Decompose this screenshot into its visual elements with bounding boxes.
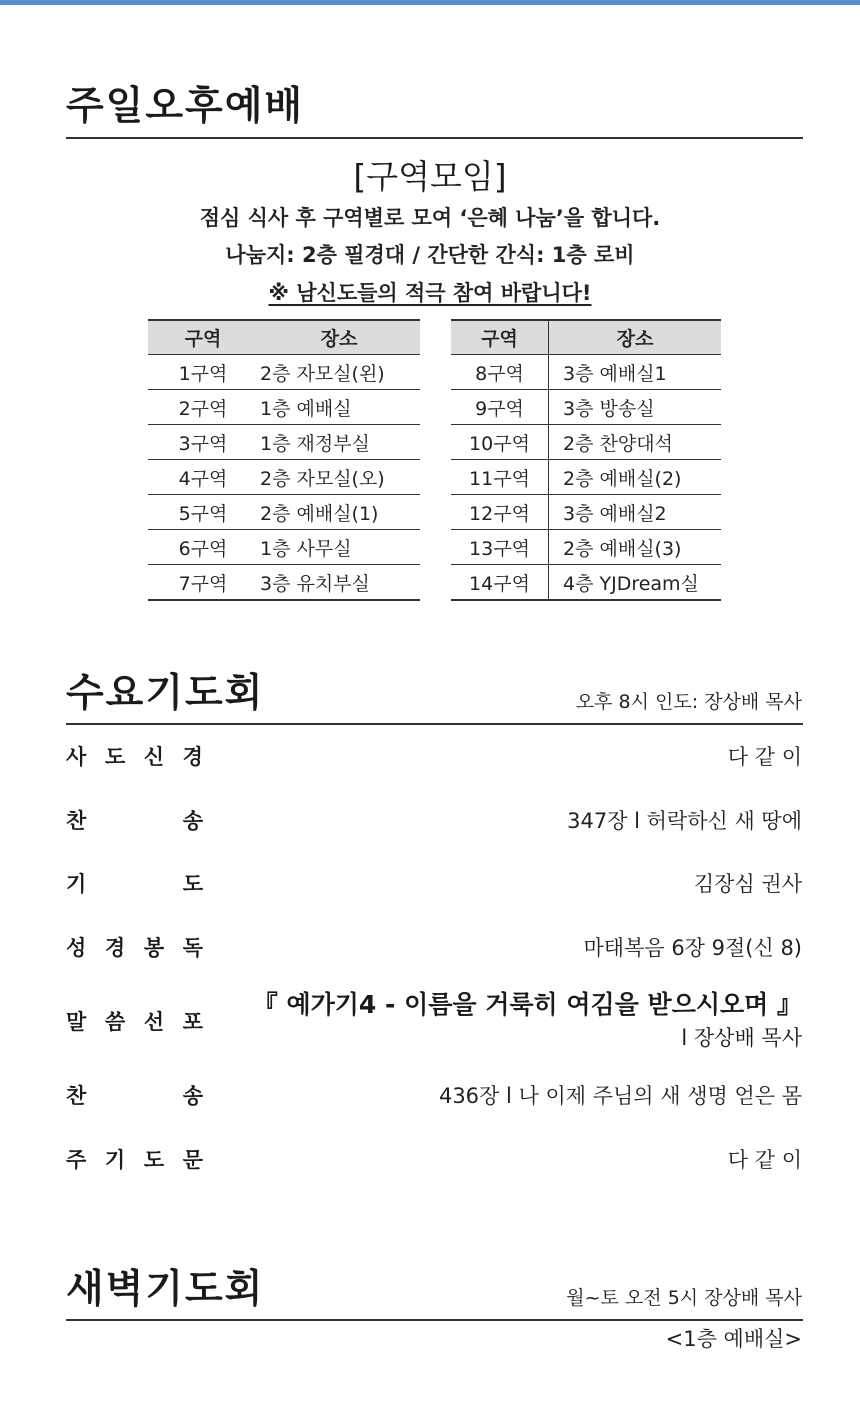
order-value: 다 같 이 bbox=[727, 1148, 802, 1172]
order-label bbox=[66, 874, 203, 895]
meeting-notice bbox=[0, 283, 860, 304]
place-cell: 3층 예배실2 bbox=[549, 495, 722, 530]
meeting-note: 점심 식사 후 구역별로 모여 ‘은혜 나눔’을 합니다. bbox=[199, 206, 661, 230]
place-cell: 2층 예배실(3) bbox=[549, 530, 722, 565]
section-title-dawn: 새벽기도회 bbox=[66, 1267, 265, 1312]
table-row bbox=[451, 390, 721, 425]
table-row bbox=[148, 425, 420, 460]
label-char: 봉 bbox=[143, 936, 165, 960]
label-char: 기 bbox=[66, 872, 87, 896]
district-cell: 8구역 bbox=[451, 355, 549, 390]
district-cell: 7구역 bbox=[148, 565, 258, 601]
label-char: 경 bbox=[104, 936, 126, 960]
label-char: 주 bbox=[66, 1148, 87, 1172]
section-title-wednesday: 수요기도회 bbox=[66, 671, 265, 716]
table-row bbox=[451, 460, 721, 495]
order-label bbox=[66, 1086, 203, 1107]
place-cell: 2층 자모실(왼) bbox=[258, 355, 420, 390]
district-cell: 13구역 bbox=[451, 530, 549, 565]
label-char: 성 bbox=[66, 936, 87, 960]
table-header-row bbox=[451, 320, 721, 355]
wednesday-info: 오후 8시 인도: 장상배 목사 bbox=[575, 691, 802, 713]
label-char: 도 bbox=[182, 872, 203, 896]
col-place: 장소 bbox=[258, 320, 420, 355]
district-table-right bbox=[451, 319, 721, 601]
place-cell: 2층 찬양대석 bbox=[549, 425, 722, 460]
place-cell: 1층 재정부실 bbox=[258, 425, 420, 460]
table-row bbox=[148, 530, 420, 565]
place-cell: 4층 YJDream실 bbox=[549, 565, 722, 601]
label-char: 말 bbox=[66, 1010, 87, 1034]
label-char: 문 bbox=[182, 1148, 203, 1172]
table-row bbox=[451, 565, 721, 601]
district-cell: 1구역 bbox=[148, 355, 258, 390]
order-label bbox=[66, 1012, 203, 1033]
district-cell: 2구역 bbox=[148, 390, 258, 425]
top-accent-bar bbox=[0, 0, 860, 5]
label-char: 송 bbox=[182, 809, 203, 833]
label-char: 경 bbox=[182, 745, 203, 769]
table-row bbox=[451, 495, 721, 530]
place-cell: 2층 예배실(1) bbox=[258, 495, 420, 530]
order-value: 김장심 권사 bbox=[693, 872, 802, 896]
place-cell: 2층 자모실(오) bbox=[258, 460, 420, 495]
table-row bbox=[148, 565, 420, 601]
label-char: 송 bbox=[182, 1084, 203, 1108]
order-label bbox=[66, 1150, 203, 1171]
table-row bbox=[148, 390, 420, 425]
place-cell: 1층 예배실 bbox=[258, 390, 420, 425]
meeting-title: [구역모임] bbox=[353, 157, 507, 196]
section-title-afternoon: 주일오후예배 bbox=[66, 84, 305, 129]
label-char: 도 bbox=[104, 745, 126, 769]
table-row bbox=[451, 530, 721, 565]
district-cell: 5구역 bbox=[148, 495, 258, 530]
table-row bbox=[148, 495, 420, 530]
table-row bbox=[451, 355, 721, 390]
table-header-row bbox=[148, 320, 420, 355]
section-rule bbox=[66, 723, 803, 725]
place-cell: 3층 유치부실 bbox=[258, 565, 420, 601]
dawn-location: <1층 예배실> bbox=[665, 1327, 802, 1351]
district-table-left bbox=[148, 319, 420, 601]
label-char: 도 bbox=[143, 1148, 165, 1172]
label-char: 포 bbox=[182, 1010, 203, 1034]
order-label bbox=[66, 811, 203, 832]
district-cell: 9구역 bbox=[451, 390, 549, 425]
district-cell: 10구역 bbox=[451, 425, 549, 460]
district-cell: 12구역 bbox=[451, 495, 549, 530]
label-char: 기 bbox=[104, 1148, 126, 1172]
district-cell: 3구역 bbox=[148, 425, 258, 460]
table-row bbox=[148, 355, 420, 390]
col-district: 구역 bbox=[451, 320, 549, 355]
meeting-materials: 나눔지: 2층 필경대 / 간단한 간식: 1층 로비 bbox=[225, 243, 635, 267]
label-char: 찬 bbox=[66, 809, 87, 833]
col-place: 장소 bbox=[549, 320, 722, 355]
place-cell: 2층 예배실(2) bbox=[549, 460, 722, 495]
sermon-title: 『 예가기4 - 이름을 거룩히 여김을 받으시오며 』 bbox=[252, 990, 802, 1019]
district-cell: 11구역 bbox=[451, 460, 549, 495]
label-char: 독 bbox=[182, 936, 203, 960]
order-label bbox=[66, 938, 203, 959]
label-char: 선 bbox=[143, 1010, 165, 1034]
order-value: 347장 l 허락하신 새 땅에 bbox=[567, 809, 802, 833]
label-char: 사 bbox=[66, 745, 87, 769]
district-cell: 6구역 bbox=[148, 530, 258, 565]
table-row bbox=[451, 425, 721, 460]
label-char: 씀 bbox=[104, 1010, 126, 1034]
dawn-info: 월~토 오전 5시 장상배 목사 bbox=[566, 1287, 802, 1309]
col-district: 구역 bbox=[148, 320, 258, 355]
place-cell: 3층 예배실1 bbox=[549, 355, 722, 390]
section-rule bbox=[66, 137, 803, 139]
order-value: 436장 l 나 이제 주님의 새 생명 얻은 몸 bbox=[438, 1084, 802, 1108]
district-cell: 14구역 bbox=[451, 565, 549, 601]
label-char: 찬 bbox=[66, 1084, 87, 1108]
table-row bbox=[148, 460, 420, 495]
sermon-preacher: l 장상배 목사 bbox=[681, 1026, 802, 1050]
place-cell: 1층 사무실 bbox=[258, 530, 420, 565]
district-cell: 4구역 bbox=[148, 460, 258, 495]
section-rule bbox=[66, 1319, 803, 1321]
place-cell: 3층 방송실 bbox=[549, 390, 722, 425]
meeting-notice-text: ※ 남신도들의 적극 참여 바랍니다! bbox=[268, 281, 592, 305]
order-label bbox=[66, 747, 203, 768]
label-char: 신 bbox=[143, 745, 165, 769]
order-value: 마태복음 6장 9절(신 8) bbox=[583, 936, 802, 960]
order-value: 다 같 이 bbox=[727, 745, 802, 769]
